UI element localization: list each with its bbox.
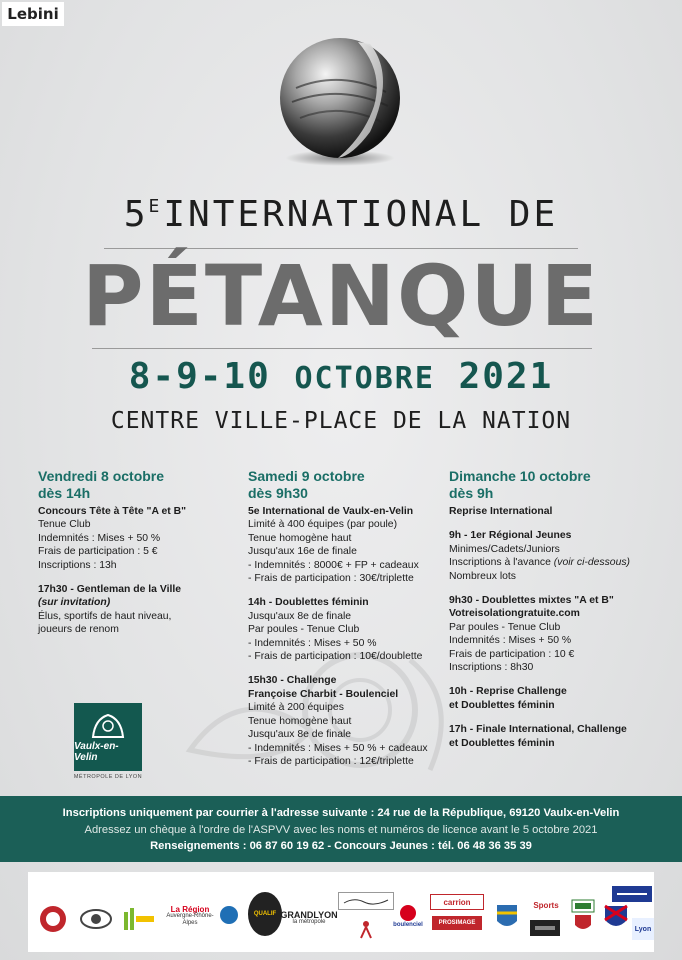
sunday-reprise: Reprise International [449, 506, 553, 517]
sponsor-carrion: carrion [430, 894, 484, 910]
friday-line: Élus, sportifs de haut niveau, [38, 610, 172, 622]
watermark: Lebini [2, 2, 64, 26]
saturday-line: - Indemnités : Mises + 50 % + cadeaux [248, 742, 428, 754]
lion-crest-icon [89, 711, 127, 741]
sponsor-prosimage: PROSIMAGE [432, 916, 482, 930]
sunday-time: dès 9h [449, 485, 494, 501]
saturday-line: - Frais de participation : 10€/doublette [248, 651, 423, 663]
registration-cheque: Adressez un chèque à l'ordre de l'ASPVV avec les noms et numéros de licence avant le 5 octobre 2021 [84, 823, 598, 836]
friday-line: Frais de participation : 5 € [38, 546, 158, 558]
sunday-note: (voir ci-dessous) [553, 557, 631, 569]
sunday-line: Frais de participation : 10 € [449, 648, 575, 660]
saturday-line: Par poules - Tenue Club [248, 624, 360, 636]
sponsor-enfants [338, 892, 394, 910]
friday-column [38, 468, 238, 637]
crest-shield-icon [495, 903, 519, 933]
saturday-line: Limité à 400 équipes (par poule) [248, 519, 398, 531]
sponsor-logo [612, 886, 652, 902]
grandlyon-label: GRANDLYON [280, 910, 338, 920]
saturday-line: Jusqu'aux 8e de finale [248, 729, 352, 741]
sponsor-boulenciel [390, 894, 426, 938]
sponsor-qualif: QUALIF [248, 892, 282, 936]
sponsor-sports: Sports [533, 900, 559, 910]
sponsor-logo [36, 902, 70, 936]
dates-year: 2021 [434, 356, 554, 397]
saturday-time: dès 9h30 [248, 485, 308, 501]
red-circle-logo-icon [38, 904, 68, 934]
grandlyon-sub: la métropole [292, 919, 326, 925]
sunday-line: Indemnités : Mises + 50 % [449, 635, 572, 647]
sponsors-strip [28, 872, 654, 952]
event-location: CENTRE VILLE-PLACE DE LA NATION [110, 408, 572, 434]
sunday-line: Minimes/Cadets/Juniors [449, 543, 560, 555]
sunday-line: Inscriptions : 8h30 [449, 662, 534, 674]
green-logo-icon [571, 899, 595, 913]
sponsor-logo [530, 920, 560, 936]
saturday-line: - Indemnités : 8000€ + FP + cadeaux [248, 559, 419, 571]
vaulx-en-velin-logo [74, 703, 142, 771]
sponsor-logo [490, 896, 524, 940]
sunday-mixtes: 9h30 - Doublettes mixtes "A et B" [449, 595, 614, 607]
friday-line: Indemnités : Mises + 50 % [38, 532, 161, 544]
friday-gentleman: 17h30 - Gentleman de la Ville [38, 584, 182, 596]
saturday-day: Samedi 9 octobre [248, 468, 365, 484]
dates-days: 8-9-10 [128, 356, 295, 397]
sunday-sponsor-site: Votreisolationgratuite.com [449, 608, 580, 620]
saturday-doublettes: 14h - Doublettes féminin [248, 597, 369, 609]
edition-suffix: E [148, 196, 160, 217]
edition-number: 5 [123, 194, 149, 235]
saturday-line: Tenue homogène haut [248, 532, 352, 544]
saturday-challenge-name: Françoise Charbit - Boulenciel [248, 688, 399, 700]
sunday-reprise-feminin: et Doublettes féminin [449, 699, 555, 711]
sunday-inscriptions: Inscriptions à l'avance [449, 557, 551, 569]
saturday-line: - Frais de participation : 30€/triplette [248, 573, 414, 585]
saturday-column [248, 468, 444, 768]
sponsor-logo [602, 902, 630, 934]
sunday-finale: 17h - Finale International, Challenge [449, 724, 627, 736]
sunday-line: Par poules - Tenue Club [449, 621, 561, 633]
sunday-line [449, 556, 649, 569]
logo-label: Vaulx-en-Velin [74, 741, 119, 763]
boulenciel-label: boulenciel [393, 921, 423, 928]
friday-contest: Concours Tête à Tête "A et B" [38, 506, 187, 517]
sponsor-logo [346, 918, 386, 940]
friday-line: Inscriptions : 13h [38, 559, 117, 571]
sponsor-logo [568, 896, 598, 936]
friday-day: Vendredi 8 octobre [38, 468, 165, 484]
friday-line: Tenue Club [38, 519, 91, 531]
registration-band [0, 796, 682, 862]
dancer-logo-icon [355, 918, 377, 940]
union-shield-icon [603, 904, 629, 932]
green-bars-logo-icon [122, 906, 156, 932]
petanque-ball-icon [278, 36, 402, 160]
blue-shield-logo-icon [219, 905, 239, 925]
event-dates [0, 356, 682, 397]
metropole-label: MÉTROPOLE DE LYON [73, 774, 143, 780]
red-dot-logo-icon [399, 904, 417, 922]
registration-address: Inscriptions uniquement par courrier à l'adresse suivante : 24 rue de la République, 69120 Vaulx-en-Velin [62, 807, 620, 819]
friday-invite: (sur invitation) [38, 597, 111, 609]
saturday-line: Jusqu'aux 16e de finale [248, 546, 357, 558]
sunday-regional: 9h - 1er Régional Jeunes [449, 530, 572, 542]
region-sub: Auvergne-Rhône-Alpes [166, 912, 214, 926]
title-line: INTERNATIONAL DE [163, 194, 559, 235]
black-badge-icon [533, 924, 557, 932]
saturday-line: - Indemnités : Mises + 50 % [248, 637, 377, 649]
saturday-line: Tenue homogène haut [248, 715, 352, 727]
sunday-column [449, 468, 649, 750]
title-rule-bottom [92, 348, 592, 349]
friday-time: dès 14h [38, 485, 91, 501]
saturday-challenge: 15h30 - Challenge [248, 675, 337, 687]
blue-banner-icon [615, 890, 649, 898]
sponsor-logo [120, 902, 158, 936]
sunday-day: Dimanche 10 octobre [449, 468, 591, 484]
sponsor-grandlyon [280, 902, 338, 936]
eye-logo-icon [79, 906, 113, 932]
region-label: La Région [170, 904, 210, 914]
sponsor-lyon: Lyon [632, 918, 654, 940]
sunday-reprise-challenge: 10h - Reprise Challenge [449, 686, 567, 698]
sponsor-logo [76, 900, 116, 938]
saturday-line: Jusqu'aux 8e de finale [248, 610, 352, 622]
saturday-international: 5e International de Vaulx-en-Velin [248, 506, 414, 517]
sunday-line: Nombreux lots [449, 570, 516, 582]
title-petanque: PÉTANQUE [81, 247, 601, 345]
title-edition [0, 194, 682, 235]
friday-line: joueurs de renom [38, 624, 119, 636]
sponsor-region [166, 896, 214, 936]
saturday-line: Limité à 200 équipes [248, 702, 344, 714]
sunday-finale-feminin: et Doublettes féminin [449, 737, 555, 749]
small-crest-icon [573, 913, 593, 933]
registration-contact: Renseignements : 06 87 60 19 62 - Concours Jeunes : tél. 06 48 36 35 39 [150, 840, 532, 852]
dates-month: OCTOBRE [294, 361, 435, 396]
script-logo-icon [342, 896, 390, 906]
saturday-line: - Frais de participation : 12€/triplette [248, 755, 414, 767]
sponsor-logo [218, 904, 240, 926]
